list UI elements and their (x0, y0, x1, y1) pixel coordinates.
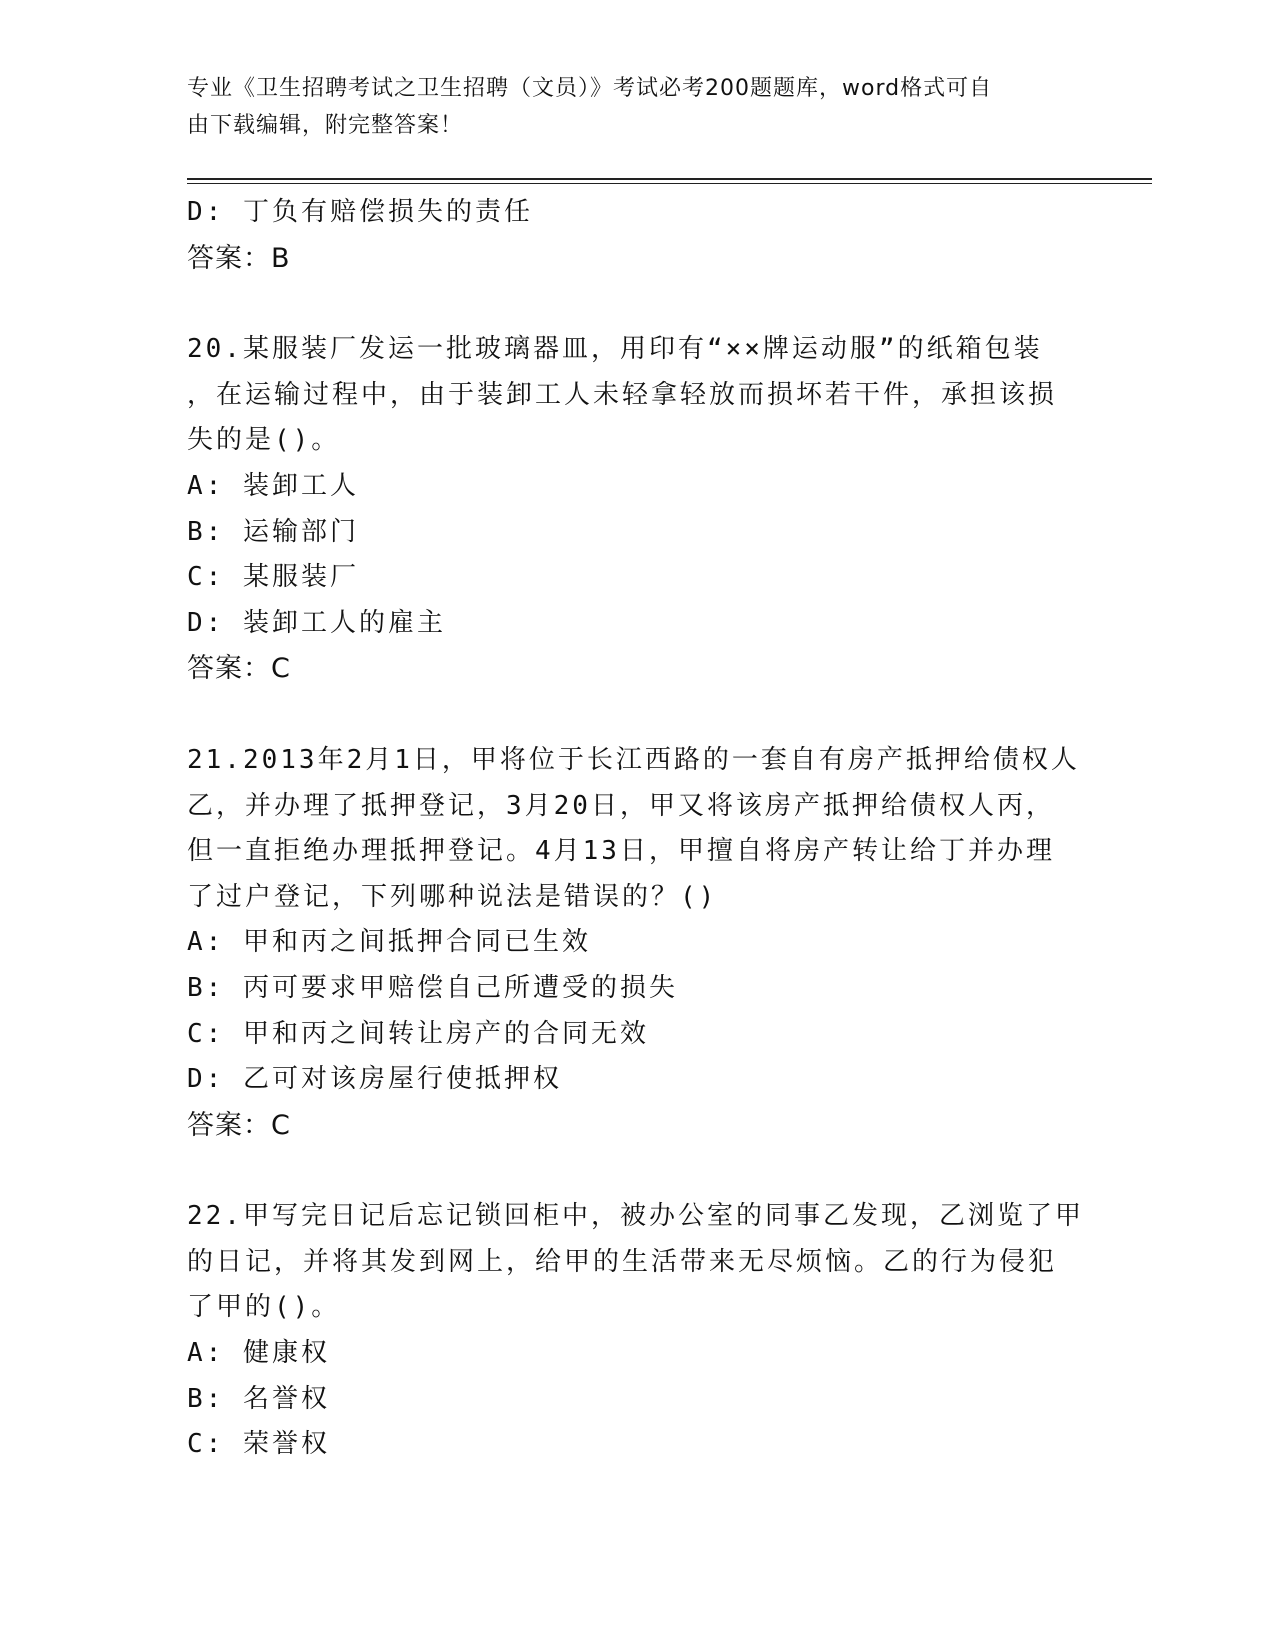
question-stem-line: 22.甲写完日记后忘记锁回柜中，被办公室的同事乙发现，乙浏览了甲 (187, 1201, 1084, 1232)
question-stem-line: 了甲的()。 (187, 1292, 341, 1323)
option-d: D: 乙可对该房屋行使抵押权 (187, 1064, 562, 1095)
option-c: C: 甲和丙之间转让房产的合同无效 (187, 1018, 649, 1049)
option-d: D: 装卸工人的雇主 (187, 607, 446, 638)
question-stem-line: 的日记，并将其发到网上，给甲的生活带来无尽烦恼。乙的行为侵犯 (187, 1246, 1058, 1277)
question-stem-line: 21.2013年2月1日，甲将位于长江西路的一套自有房产抵押给债权人 (187, 744, 1080, 775)
previous-question-tail (187, 190, 1087, 281)
option-d: D: 丁负有赔偿损失的责任 (187, 197, 533, 227)
header-line-1: 专业《卫生招聘考试之卫生招聘（文员）》考试必考200题题库，word格式可自 (187, 76, 993, 101)
header-line-2: 由下载编辑，附完整答案！ (187, 113, 464, 138)
option-b: B: 运输部门 (187, 516, 359, 547)
question-stem-line: 但一直拒绝办理抵押登记。4月13日，甲擅自将房产转让给丁并办理 (187, 836, 1055, 867)
answer: 答案：C (187, 653, 291, 685)
answer: 答案：C (187, 1109, 291, 1141)
answer: 答案：B (187, 242, 291, 274)
question-22 (187, 1194, 1087, 1468)
question-stem-line: 乙，并办理了抵押登记，3月20日，甲又将该房产抵押给债权人丙， (187, 790, 1055, 821)
question-stem-line: ，在运输过程中，由于装卸工人未轻拿轻放而损坏若干件，承担该损 (187, 379, 1058, 410)
option-c: C: 某服装厂 (187, 562, 359, 593)
option-c: C: 荣誉权 (187, 1429, 330, 1460)
option-a: A: 甲和丙之间抵押合同已生效 (187, 927, 591, 958)
question-20 (187, 327, 1087, 692)
question-stem-line: 了过户登记，下列哪种说法是错误的？() (187, 881, 718, 912)
document-body (187, 190, 1087, 1468)
question-stem-line: 失的是()。 (187, 425, 341, 456)
option-a: A: 健康权 (187, 1338, 330, 1369)
option-a: A: 装卸工人 (187, 470, 359, 501)
header-divider-thin (187, 183, 1152, 184)
question-21 (187, 738, 1087, 1148)
option-b: B: 名誉权 (187, 1383, 330, 1414)
question-stem-line: 20.某服装厂发运一批玻璃器皿，用印有“××牌运动服”的纸箱包装 (187, 334, 1043, 365)
header-divider-thick (187, 178, 1152, 180)
option-b: B: 丙可要求甲赔偿自己所遭受的损失 (187, 972, 678, 1003)
document-header (187, 70, 1067, 144)
